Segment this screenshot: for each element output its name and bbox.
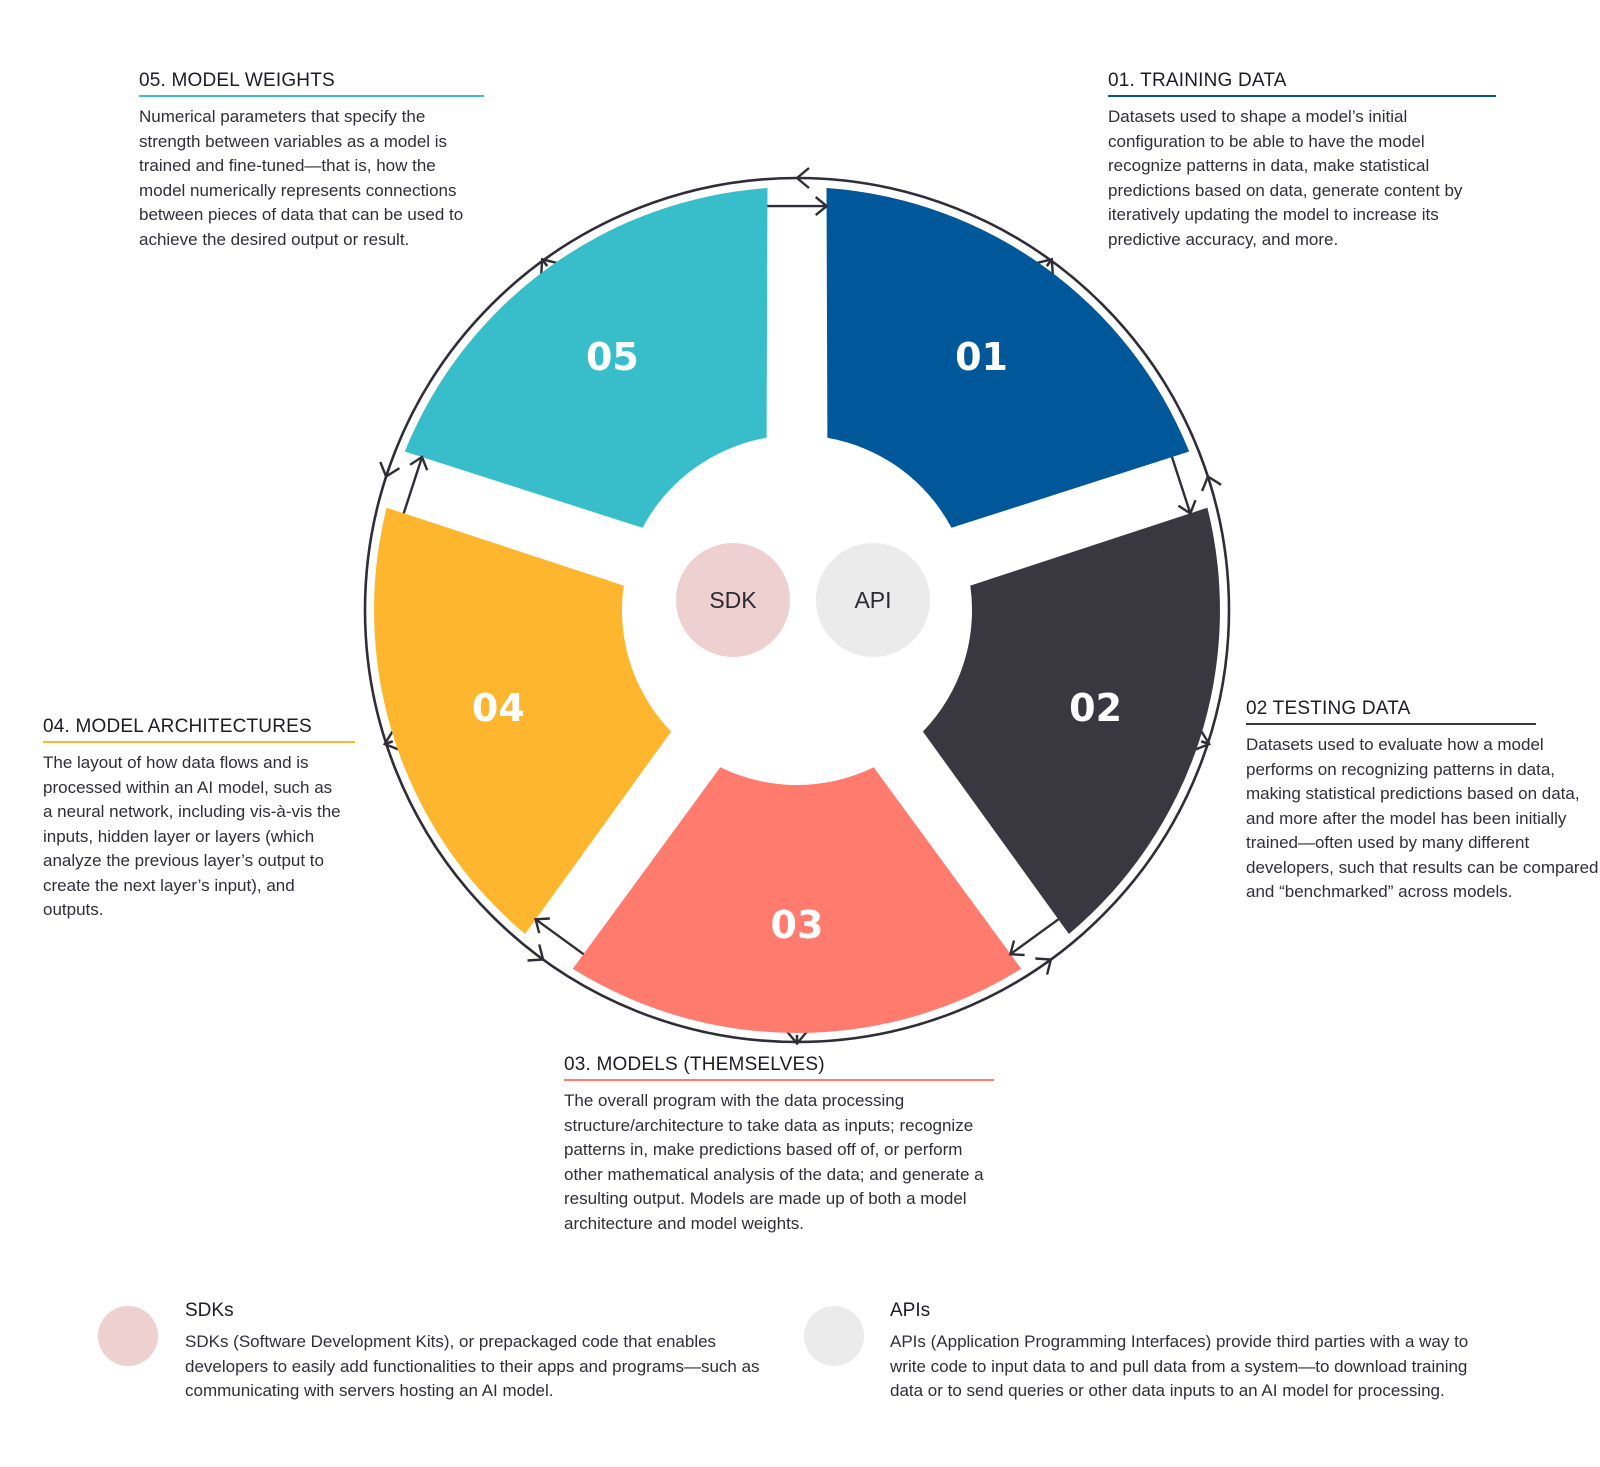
training-block (1108, 70, 1496, 252)
architectures-block (43, 716, 355, 923)
testing-block (1246, 698, 1600, 905)
segment-connector-line (536, 919, 584, 954)
sdk-legend-description: SDKs (Software Development Kits), or prepackaged code that enables developers to easily add functionalities to their apps and programs—such as communicating with servers hosting an AI model. (185, 1332, 760, 1400)
segment-03-number: 03 (770, 903, 824, 947)
weights-block (139, 70, 484, 252)
weights-description: Numerical parameters that specify the strength between variables as a model is trained and fine-tuned—that is, how the model numerically represents connections between pieces of data that can be used to achieve the desired output or result. (139, 107, 464, 249)
api-legend-dot (804, 1306, 864, 1366)
sdk-hub-label: SDK (709, 587, 757, 613)
segment-connector-line (404, 457, 422, 513)
architectures-title: 04. MODEL ARCHITECTURES (43, 716, 355, 743)
segment-03[interactable] (573, 767, 1021, 1033)
segment-02[interactable] (923, 508, 1220, 934)
testing-description: Datasets used to evaluate how a model performs on recognizing patterns in data, making statistical predictions based on data, and more after the model has been initially trained—often used by many different developers, such that results can be compared and “benchmarked” across models. (1246, 735, 1599, 901)
segment-connector-line (1172, 457, 1190, 513)
weights-title: 05. MODEL WEIGHTS (139, 70, 484, 97)
segment-05-number: 05 (585, 334, 639, 379)
segment-04-number: 04 (471, 686, 525, 731)
models-title: 03. MODELS (THEMSELVES) (564, 1054, 994, 1081)
models-description: The overall program with the data processing structure/architecture to take data as inputs; recognize patterns in, make predictions based off of, or perform other mathematical analysis of the data; and generate a resulting output. Models are made up of both a model architecture and model weights. (564, 1091, 984, 1233)
api-hub-label: API (854, 587, 892, 613)
segment-connector-line (1010, 919, 1058, 954)
segment-03-shape (573, 767, 1021, 1033)
sdk-legend-title: SDKs (185, 1300, 234, 1321)
models-block (564, 1054, 994, 1236)
training-description: Datasets used to shape a model’s initial configuration to be able to have the model recognize patterns in data, make statistical predictions based on data, generate content by iteratively updating the model to increase its predictive accuracy, and more. (1108, 107, 1463, 249)
architectures-description: The layout of how data flows and is processed within an AI model, such as a neural network, including vis-à-vis the inputs, hidden layer or layers (which analyze the previous layer’s output to create the next layer’s input), and outputs. (43, 753, 341, 919)
segment-04[interactable] (374, 508, 671, 934)
sdk-legend-dot (98, 1306, 158, 1366)
training-title: 01. TRAINING DATA (1108, 70, 1496, 97)
api-legend-title: APIs (890, 1300, 931, 1321)
segment-01-number: 01 (955, 334, 1009, 379)
segment-02-number: 02 (1069, 686, 1123, 731)
api-legend-description: APIs (Application Programming Interfaces) provide third parties with a way to write code to input data to and pull data from a system—to download training data or to send queries or other data inputs to an AI model for processing. (890, 1332, 1469, 1400)
testing-title: 02 TESTING DATA (1246, 698, 1536, 725)
